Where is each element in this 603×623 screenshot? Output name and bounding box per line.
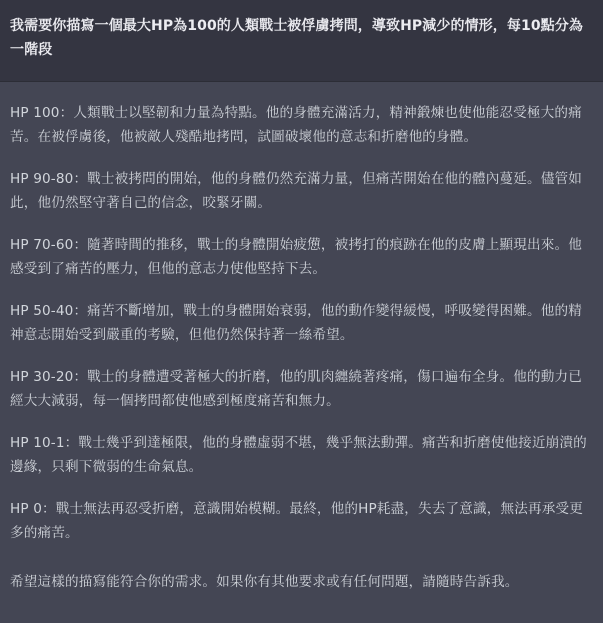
user-message-block — [0, 0, 603, 82]
response-paragraph-hp50-40: HP 50-40：痛苦不斷增加，戰士的身體開始衰弱，他的動作變得緩慢，呼吸變得困難。他的精神意志開始受到嚴重的考驗，但他仍然保持著一絲希望。 — [10, 303, 582, 343]
response-paragraph-hp70-60: HP 70-60：隨著時間的推移，戰士的身體開始疲憊，被拷打的痕跡在他的皮膚上顯現出來。他感受到了痛苦的壓力，但他的意志力使他堅持下去。 — [10, 237, 582, 277]
assistant-message-block — [0, 82, 603, 595]
response-paragraph-hp10-1: HP 10-1：戰士幾乎到達極限，他的身體虛弱不堪，幾乎無法動彈。痛苦和折磨使他接近崩潰的邊緣，只剩下微弱的生命氣息。 — [10, 435, 587, 475]
response-paragraph-hp30-20: HP 30-20：戰士的身體遭受著極大的折磨，他的肌肉纏繞著疼痛，傷口遍布全身。他的動力已經大大減弱，每一個拷問都使他感到極度痛苦和無力。 — [10, 369, 582, 409]
response-paragraph-hp100: HP 100：人類戰士以堅韌和力量為特點。他的身體充滿活力，精神鍛煉也使他能忍受極大的痛苦。在被俘虜後，他被敵人殘酷地拷問，試圖破壞他的意志和折磨他的身體。 — [10, 105, 582, 145]
user-prompt-text: 我需要你描寫一個最大HP為100的人類戰士被俘虜拷問，導致HP減少的情形，每10點分為一階段 — [10, 18, 583, 58]
response-paragraph-hp0: HP 0：戰士無法再忍受折磨，意識開始模糊。最終，他的HP耗盡，失去了意識，無法再承受更多的痛苦。 — [10, 501, 583, 541]
response-closing-text: 希望這樣的描寫能符合你的需求。如果你有其他要求或有任何問題，請隨時告訴我。 — [10, 574, 519, 590]
response-paragraph-hp90-80: HP 90-80：戰士被拷問的開始，他的身體仍然充滿力量，但痛苦開始在他的體內蔓延。儘管如此，他仍然堅守著自己的信念，咬緊牙關。 — [10, 171, 582, 211]
